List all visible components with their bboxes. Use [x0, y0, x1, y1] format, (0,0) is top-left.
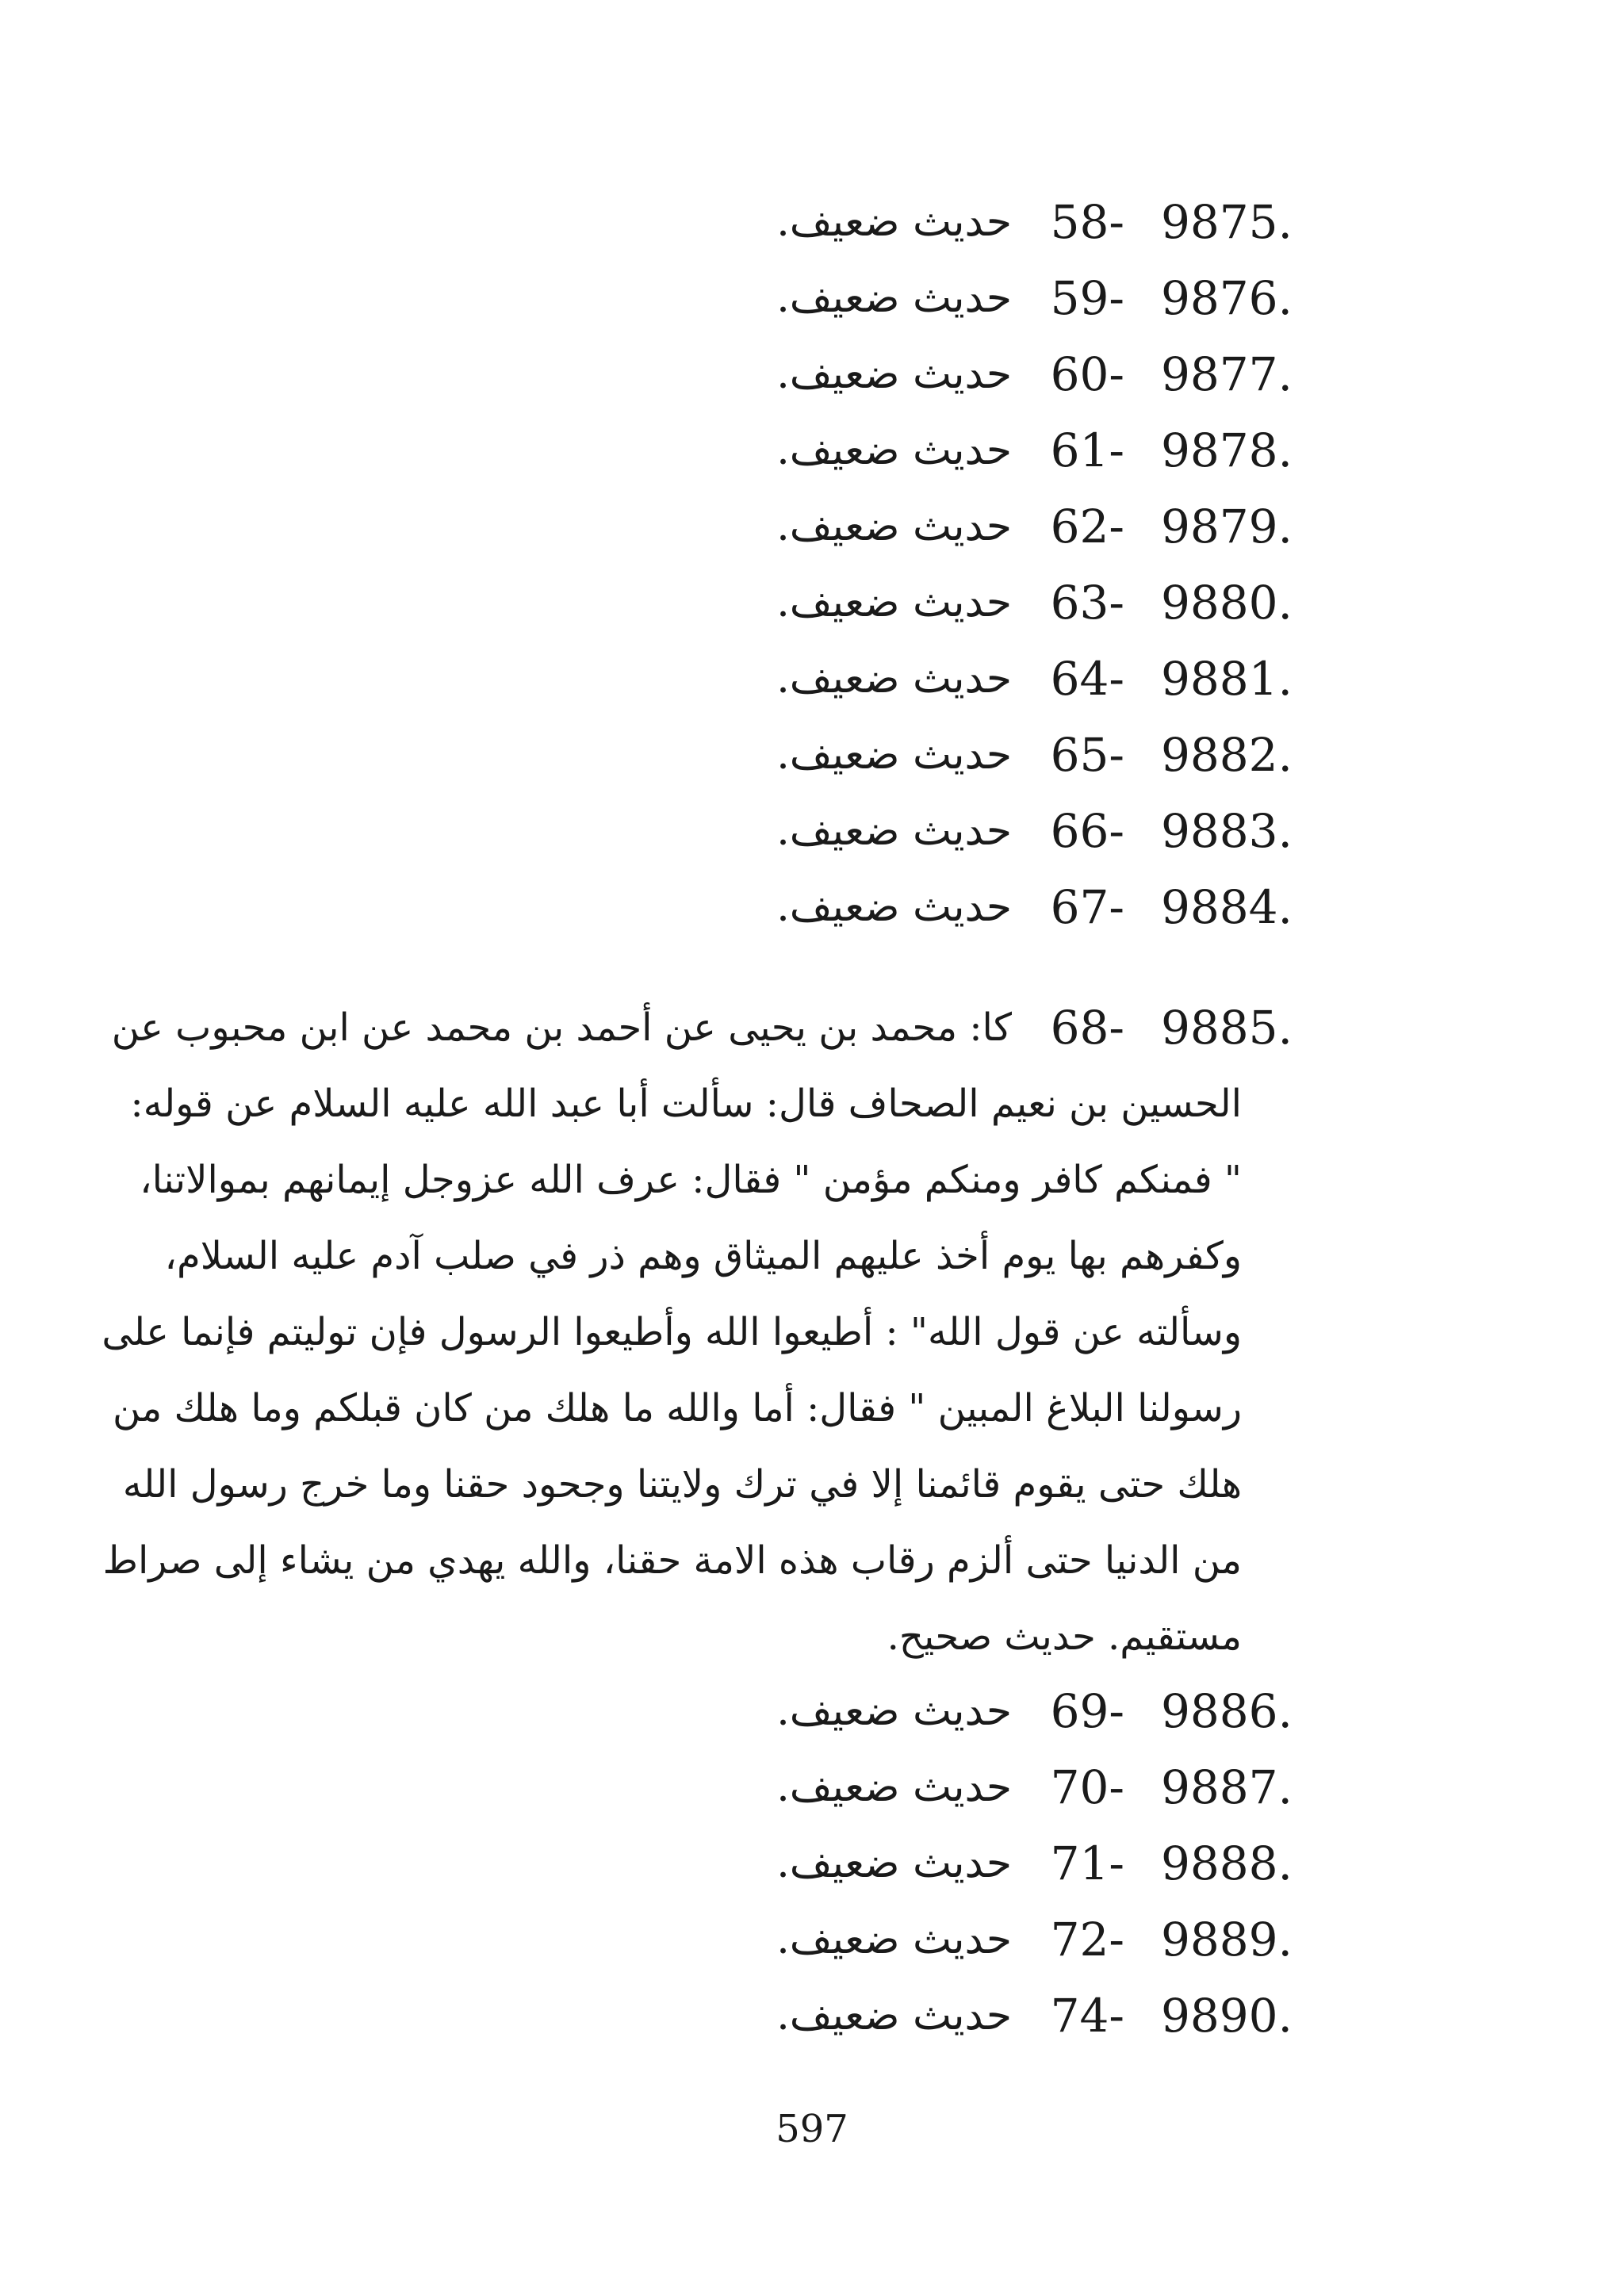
- list-item: [0, 1673, 1624, 1749]
- entry-grade: حديث ضعيف.: [776, 731, 1012, 779]
- entry-number: 9884.: [1160, 880, 1293, 934]
- entry-sequence: 70-: [1050, 1760, 1124, 1814]
- list-item: [0, 184, 1624, 260]
- entry-number: 9879.: [1160, 500, 1293, 553]
- hadith-line: " فمنكم كافر ومنكم مؤمن " فقال: عرف الله عزوجل إيمانهم بموالاتنا،: [140, 1158, 1242, 1202]
- hadith-line: مستقيم. حديث صحيح.: [887, 1614, 1242, 1659]
- entry-grade: حديث ضعيف.: [776, 1992, 1012, 2039]
- entry-grade: حديث ضعيف.: [776, 350, 1012, 398]
- entry-sequence: 58-: [1050, 195, 1124, 249]
- entry-number: 9888.: [1160, 1836, 1293, 1890]
- entry-grade: حديث ضعيف.: [776, 198, 1012, 246]
- entry-number: 9880.: [1160, 576, 1293, 630]
- list-item: [0, 717, 1624, 793]
- hadith-line: من الدنيا حتى ألزم رقاب هذه الامة حقنا، والله يهدي من يشاء إلى صراط: [102, 1538, 1242, 1583]
- list-item: [0, 869, 1624, 945]
- entry-number: 9878.: [1160, 423, 1293, 477]
- hadith-line: رسولنا البلاغ المبين " فقال: أما والله ما هلك من كان قبلكم وما هلك من: [112, 1386, 1242, 1430]
- hadith-entry: [0, 990, 1624, 1687]
- hadith-line: وسألته عن قول الله" : أطيعوا الله وأطيعوا الرسول فإن توليتم فإنما على: [102, 1310, 1242, 1354]
- list-item: [0, 565, 1624, 641]
- entry-number: 9885.: [1160, 1001, 1293, 1055]
- hadith-line: هلك حتى يقوم قائمنا إلا في ترك ولايتنا وجحود حقنا وما خرج رسول الله: [122, 1462, 1242, 1507]
- entry-number: 9882.: [1160, 728, 1293, 782]
- list-item: [0, 1825, 1624, 1901]
- entry-grade: حديث ضعيف.: [776, 579, 1012, 626]
- page-number: 597: [776, 2107, 848, 2151]
- entry-number: 9875.: [1160, 195, 1293, 249]
- entry-sequence: 72-: [1050, 1913, 1124, 1967]
- list-item: [0, 1978, 1624, 2054]
- entries-before-list: [0, 184, 1624, 945]
- list-item: [0, 1901, 1624, 1978]
- entry-grade: حديث ضعيف.: [776, 1687, 1012, 1735]
- entry-number: 9887.: [1160, 1760, 1293, 1814]
- entry-grade: حديث ضعيف.: [776, 274, 1012, 322]
- hadith-first-line: كا: محمد بن يحيى عن أحمد بن محمد عن ابن محبوب عن: [111, 1005, 1012, 1050]
- entry-grade: حديث ضعيف.: [776, 1916, 1012, 1963]
- entry-grade: حديث ضعيف.: [776, 503, 1012, 550]
- list-item: [0, 260, 1624, 336]
- list-item: [0, 336, 1624, 412]
- entry-sequence: 60-: [1050, 347, 1124, 401]
- list-item: [0, 793, 1624, 869]
- entry-sequence: 66-: [1050, 804, 1124, 858]
- entry-sequence: 62-: [1050, 500, 1124, 553]
- list-item: [0, 412, 1624, 488]
- entry-number: 9889.: [1160, 1913, 1293, 1967]
- entry-number: 9886.: [1160, 1684, 1293, 1738]
- entry-sequence: 71-: [1050, 1836, 1124, 1890]
- entry-sequence: 64-: [1050, 652, 1124, 706]
- entry-grade: حديث ضعيف.: [776, 883, 1012, 931]
- entry-sequence: 61-: [1050, 423, 1124, 477]
- entry-sequence: 68-: [1050, 1001, 1124, 1055]
- list-item: [0, 641, 1624, 717]
- list-item: [0, 488, 1624, 565]
- entry-number: 9877.: [1160, 347, 1293, 401]
- hadith-line: وكفرهم بها يوم أخذ عليهم الميثاق وهم ذر في صلب آدم عليه السلام،: [164, 1234, 1242, 1278]
- entry-number: 9881.: [1160, 652, 1293, 706]
- entry-sequence: 65-: [1050, 728, 1124, 782]
- entry-sequence: 67-: [1050, 880, 1124, 934]
- entry-grade: حديث ضعيف.: [776, 655, 1012, 703]
- entry-sequence: 59-: [1050, 271, 1124, 325]
- entry-sequence: 63-: [1050, 576, 1124, 630]
- entry-number: 9876.: [1160, 271, 1293, 325]
- entry-number: 9883.: [1160, 804, 1293, 858]
- entry-grade: حديث ضعيف.: [776, 427, 1012, 474]
- hadith-line: الحسين بن نعيم الصحاف قال: سألت أبا عبد الله عليه السلام عن قوله:: [130, 1082, 1242, 1126]
- entry-number: 9890.: [1160, 1989, 1293, 2043]
- entry-sequence: 74-: [1050, 1989, 1124, 2043]
- entries-after-list: [0, 1673, 1624, 2054]
- entry-grade: حديث ضعيف.: [776, 807, 1012, 855]
- entry-sequence: 69-: [1050, 1684, 1124, 1738]
- list-item: [0, 1749, 1624, 1825]
- entry-grade: حديث ضعيف.: [776, 1764, 1012, 1811]
- entry-grade: حديث ضعيف.: [776, 1840, 1012, 1887]
